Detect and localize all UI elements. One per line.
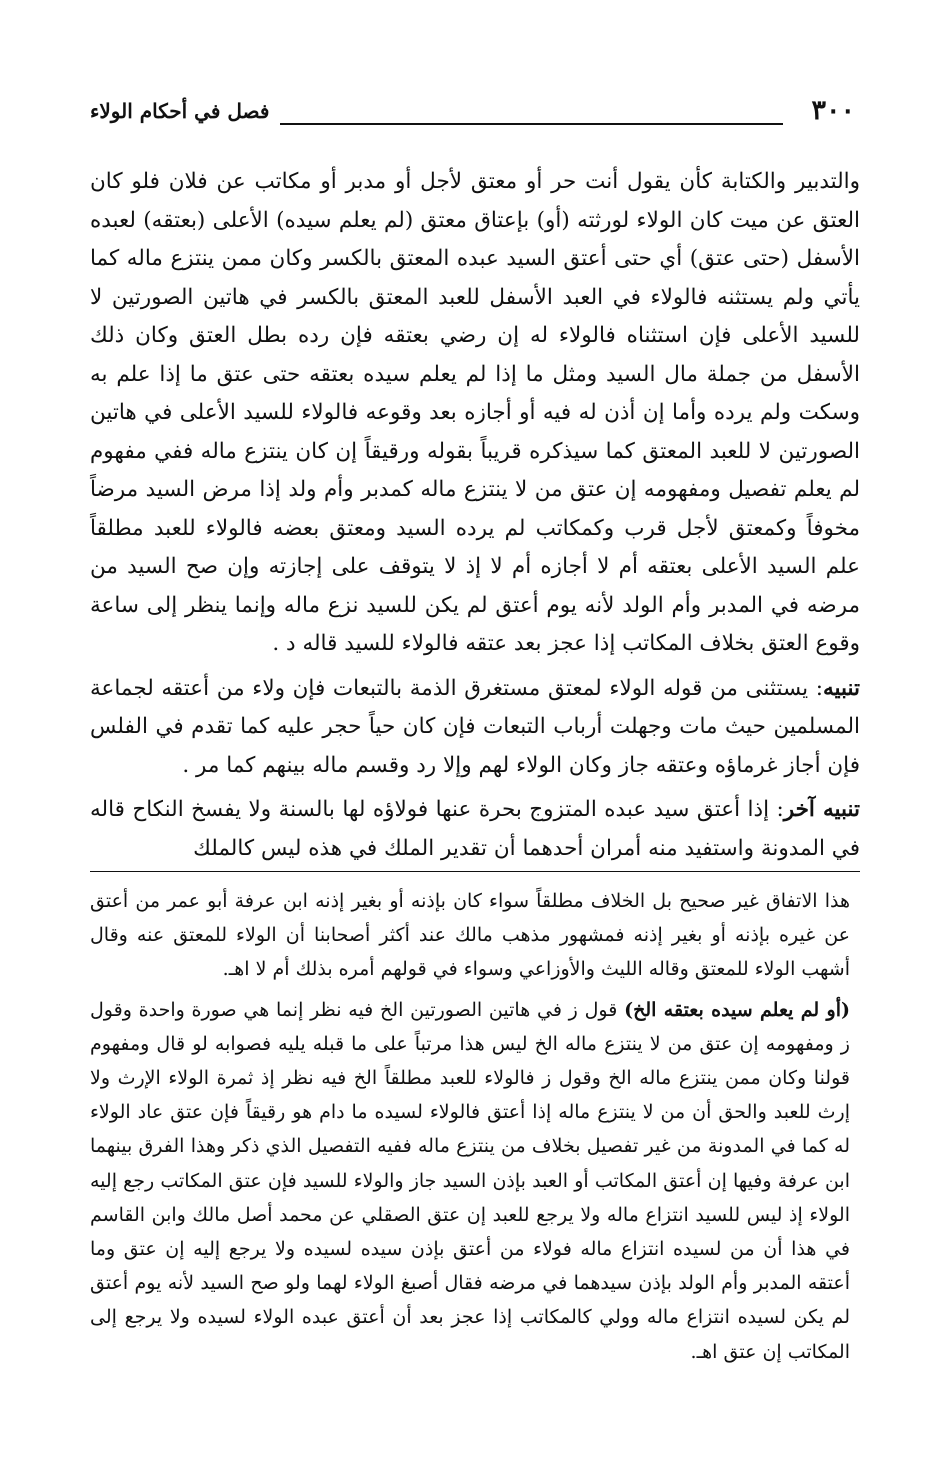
page-number: ٣٠٠ <box>811 95 855 126</box>
footnote-text: قول ز في هاتين الصورتين الخ فيه نظر إنما هي صورة واحدة وقول ز ومفهومه إن عتق من لا ينتزع ماله الخ ليس هذا مرتباً على ما قبله يليه فصوابه لو قال ومفهوم قولنا وكان ممن ينتزع ماله الخ وقول ز فالولاء للعبد مطلقاً الخ فيه نظر إذ ثمرة الولاء الإرث ولا إرث للعبد والحق أن من لا ينتزع ماله إذا أعتق فالولاء لسيده ما دام هو رقيقاً فإن عتق عاد الولاء له كما في المدونة من غير تفصيل بخلاف من ينتزع ماله ففيه التفصيل الذي ذكر وهذا الفرق بينهما ابن عرفة وفيها إن أعتق المكاتب أو العبد بإذن السيد جاز والولاء للسيد فإن عتق المكاتب رجع إليه الولاء إذ ليس للسيد انتزاع ماله ولا يرجع للعبد إن عتق الصقلي عن محمد أصل مالك وابن القاسم في هذا أن من لسيده انتزاع ماله فولاء من أعتق بإذن سيده لسيده ولا يرجع إليه إن عتق وما أعتقه المدبر وأم الولد بإذن سيدهما في مرضه فقال أصبغ الولاء لهما ولو صح السيد لأنه يوم أعتق لم يكن لسيده انتزاع ماله وولي كالمكاتب إذا عجز بعد أن أعتق عبده الولاء لسيده ولا يرجع إلى المكاتب إن عتق اهـ. <box>90 998 850 1363</box>
footnote-divider <box>90 871 860 872</box>
main-paragraph <box>90 163 860 664</box>
footnote-paragraph <box>90 884 850 987</box>
running-title: فصل في أحكام الولاء <box>90 99 270 123</box>
footnotes <box>90 884 850 1369</box>
main-text <box>90 163 860 868</box>
notice-heading: تنبيه <box>823 675 860 701</box>
paragraph-text: والتدبير والكتابة كأن يقول أنت حر أو معتق لأجل أو مدبر أو مكاتب عن فلان فلو كان العتق عن ميت كان الولاء لورثته (أو) بإعتاق معتق (لم يعلم سيده) الأعلى (بعتقه) لعبده الأسفل (حتى عتق) أي حتى أعتق السيد عبده المعتق بالكسر وكان ممن ينتزع ماله كما يأتي ولم يستثنه فالولاء في العبد الأسفل للعبد المعتق بالكسر في هاتين الصورتين لا للسيد الأعلى فإن استثناه فالولاء له إن رضي بعتقه فإن رده بطل العتق وكان ذلك الأسفل من جملة مال السيد ومثل ما إذا لم يعلم سيده بعتقه حتى عتق ما إذا علم به وسكت ولم يرده وأما إن أذن له فيه أو أجازه بعد وقوعه فالولاء للسيد الأعلى في هاتين الصورتين لا للعبد المعتق كما سيذكره قريباً بقوله ورقيقاً إن كان ينتزع ماله ففي مفهوم لم يعلم تفصيل ومفهومه إن عتق من لا ينتزع ماله كمدبر وأم ولد إذا مرض السيد مرضاً مخوفاً وكمعتق لأجل قرب وكمكاتب لم يرده السيد ومعتق بعضه فالولاء للعبد مطلقاً علم السيد الأعلى بعتقه أم لا أجازه أم لا إذ لا يتوقف على إجازته وإن صح السيد من مرضه في المدبر وأم الولد لأنه يوم أعتق لم يكن للسيد نزع ماله وإنما ينظر إلى ساعة وقوع العتق بخلاف المكاتب إذا عجز بعد عتقه فالولاء للسيد قاله د . <box>90 169 860 656</box>
footnote-paragraph <box>90 993 850 1369</box>
notice-text: : يستثنى من قوله الولاء لمعتق مستغرق الذمة بالتبعات فإن ولاء من أعتقه لجماعة المسلمين حيث مات وجهلت أرباب التبعات فإن كان حياً حجر عليه كما تقدم في الفلس فإن أجاز غرماؤه وعتقه جاز وكان الولاء لهم وإلا رد وقسم ماله بينهم كما مر . <box>90 675 860 778</box>
header-rule <box>280 123 783 125</box>
page-header <box>90 95 855 135</box>
notice-paragraph <box>90 670 860 786</box>
footnote-text: هذا الاتفاق غير صحيح بل الخلاف مطلقاً سواء كان بإذنه أو بغير إذنه ابن عرفة أبو عمر من أعتق عن غيره بإذنه أو بغير إذنه فمشهور مذهب مالك عند أكثر أصحابنا أن الولاء للمعتق عنه وقال أشهب الولاء للمعتق وقاله الليث والأوزاعي وسواء في قولهم أمره بذلك أم لا اهـ. <box>90 890 850 981</box>
second-notice-paragraph <box>90 791 860 868</box>
second-notice-heading: تنبيه آخر <box>783 797 860 822</box>
second-notice-text: : إذا أعتق سيد عبده المتزوج بحرة عنها فولاؤه لها بالسنة ولا يفسخ النكاح قاله في المدونة واستفيد منه أمران أحدهما أن تقدير الملك في هذه ليس كالملك <box>90 797 860 861</box>
footnote-lemma: (أو لم يعلم سيده بعتقه الخ) <box>624 998 850 1021</box>
